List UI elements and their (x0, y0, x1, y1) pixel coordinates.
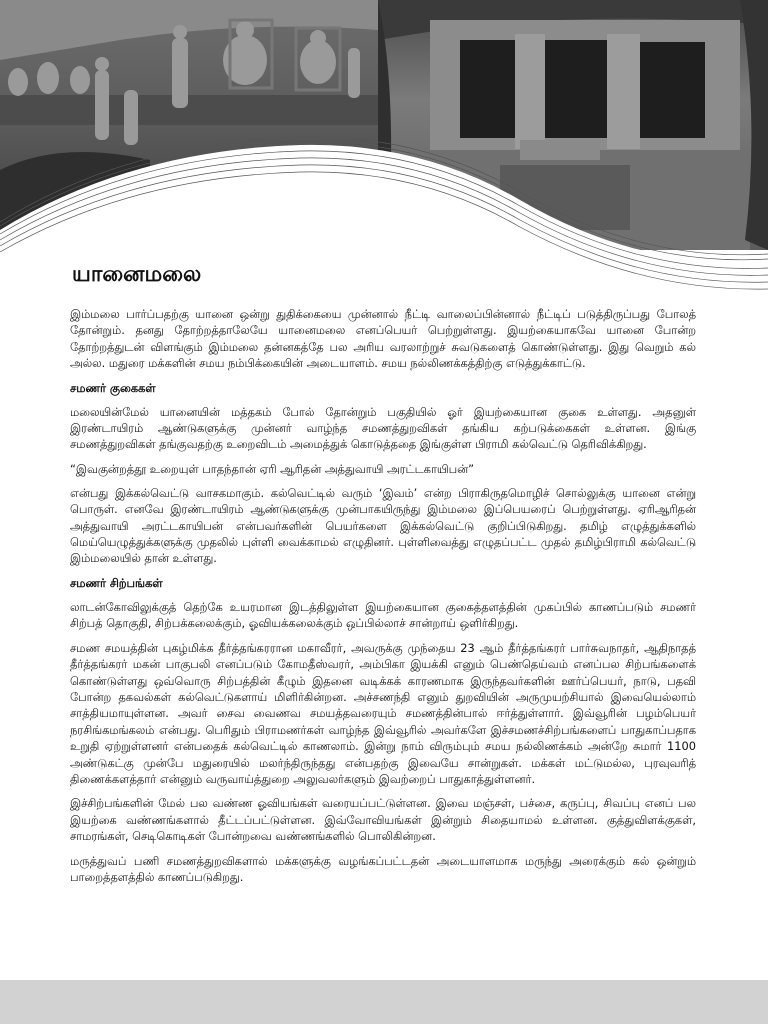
article (70, 262, 696, 893)
sculptures-paragraph-3: இச்சிற்பங்களின் மேல் பல வண்ண ஓவியங்கள் வரையப்பட்டுள்ளன. இவை மஞ்சள், பச்சை, கருப்பு, சிவப்பு எனப் பல இயற்கை வண்ணங்களால் தீட்டப்பட்டுள்ளன. இவ்வோவியங்கள் இன்றும் சிதையாமல் உள்ளன. குத்துவிளக்குகள், சாமரங்கள், செடிகொடிகள் போன்றவை வண்ணங்களில் பொலிகின்றன. (70, 796, 696, 844)
sculptures-paragraph-2: சமண சமயத்தின் புகழ்மிக்க தீர்த்தங்கரரான மகாவீரர், அவருக்கு முந்தைய 23 ஆம் தீர்த்தங்கரர் பார்சுவநாதர், ஆதிநாதத் தீர்த்தங்கரர் மகன் பாகுபலி எனப்படும் கோமதீஸ்வரர், அம்பிகா இயக்கி எனும் பெண்தெய்வம் எனப்பல சிற்பங்களைக் கொண்டுள்ளது ஒவ்வொரு சிற்பத்தின் கீழும் இதனை வடிக்கக் காரணமாக இருந்தவர்களின் ஊர்ப்பெயர், நாடு, பதவி போன்ற தகவல்கள் கல்வெட்டுகளாய் மிளிர்கின்றன. அச்சணந்தி எனும் துறவியின் அருமுயற்சியால் இவையெல்லாம் சாத்தியமாயுள்ளன. அவர் சைவ வைணவ சமயத்தவரையும் சமணத்தின்பால் ஈர்த்துள்ளார். இவ்வூரின் பழம்பெயர் நரசிங்கமங்கலம் என்பது. பெரிதும் பிராமணர்கள் வாழ்ந்த இவ்வூரில் அவர்களே இச்சமணச்சிற்பங்களைப் பாதுகாப்பதாக உறுதி ஏற்றுள்ளனர் என்பதைக் கல்வெட்டில் காணலாம். இன்று நாம் விரும்பும் சமய நல்லிணக்கம் அன்றே சுமார் 1100 அண்டுகட்கு முன்பே மதுரையில் மலர்ந்திருந்தது என்பதற்கு இவையே சான்றுகள். மக்கள் மட்டுமல்ல, புரவுவரித் திணைக்களத்தார் என்னும் வருவாய்த்துறை அலுவலர்களும் இவற்றைப் பாதுகாத்துள்ளனர். (70, 640, 696, 786)
page-title: யானைமலை (72, 262, 202, 287)
inscription-quote: “இவகுன்றத்தூ உறையுள் பாதந்தான் ஏரி ஆரிதன் அத்துவாயி அரட்டகாயிபன்” (70, 461, 475, 476)
banner-photo (0, 0, 768, 300)
caves-paragraph-1: மலையின்மேல் யானையின் மத்தகம் போல் தோன்றும் பகுதியில் ஓர் இயற்கையான குகை உள்ளது. அதனுள் இரண்டாயிரம் ஆண்டுகளுக்கு முன்னர் வாழ்ந்த சமணத்துறவிகள் தங்கிய கற்படுக்கைகள் உள்ளன. இங்கு சமணத்துறவிகள் தங்குவதற்கு உறைவிடம் அமைத்துக் கொடுத்ததை இங்குள்ள பிராமி கல்வெட்டு தெரிவிக்கிறது. (70, 404, 696, 452)
footer-band (0, 980, 768, 1024)
caves-paragraph-2: என்பது இக்கல்வெட்டு வாசகமாகும். கல்வெட்டில் வரும் ‘இவம்’ என்ற பிராகிருதமொழிச் சொல்லுக்கு யானை என்று பொருள். எனவே இரண்டாயிரம் ஆண்டுகளுக்கு முன்பாகயிருந்து இம்மலை இப்பெயரைப் பெற்றுள்ளது. ஏரிஆரிதன் அத்துவாயி அரட்டகாயிபன் என்பவர்களின் பெயர்களை இக்கல்வெட்டு குறிப்பிடுகிறது. தமிழ் எழுத்துக்களில் மெய்யெழுத்துக்களுக்கு முதலில் புள்ளி வைக்காமல் எழுதினர். புள்ளிவைத்து எழுதப்பட்ட முதல் தமிழ்பிராமி கல்வெட்டு இம்மலையில் தான் உள்ளது. (70, 485, 696, 566)
section-heading-sculptures: சமணர் சிற்பங்கள் (70, 575, 163, 590)
section-heading-caves: சமணர் குகைகள் (70, 380, 156, 395)
intro-paragraph: இம்மலை பார்ப்பதற்கு யானை ஒன்று துதிக்கையை முன்னால் நீட்டி வாலைப்பின்னால் நீட்டிப் படுத்திருப்பது போலத் தோன்றும். தனது தோற்றத்தாலேயே யானைமலை எனப்பெயர் பெற்றுள்ளது. இயற்கையாகவே யானை போன்ற தோற்றத்துடன் விளங்கும் இம்மலை தன்னகத்தே பல அரிய வரலாற்றுச் சுவடுகளைத் கொண்டுள்ளது. இது வெறும் கல் அல்ல. மதுரை மக்களின் சமய நம்பிக்கையின் அடையாளம். சமய நல்லிணக்கத்திற்கு எடுத்துக்காட்டு. (70, 307, 696, 371)
sculptures-paragraph-1: லாடன்கோவிலுக்குத் தெற்கே உயரமான இடத்திலுள்ள இயற்கையான குகைத்தளத்தின் முகப்பில் காணப்படும் சமணர் சிற்பத் தொகுதி, சிற்பக்கலைக்கும், ஓவியக்கலைக்கும் ஒப்பில்லாச் சான்றாய் ஒளிர்கிறது. (70, 599, 696, 631)
sculptures-paragraph-4: மருத்துவப் பணி சமணத்துறவிகளால் மக்களுக்கு வழங்கப்பட்டதன் அடையாளமாக மருந்து அரைக்கும் கல் ஒன்றும் பாறைத்தளத்தில் காணப்படுகிறது. (70, 853, 696, 884)
